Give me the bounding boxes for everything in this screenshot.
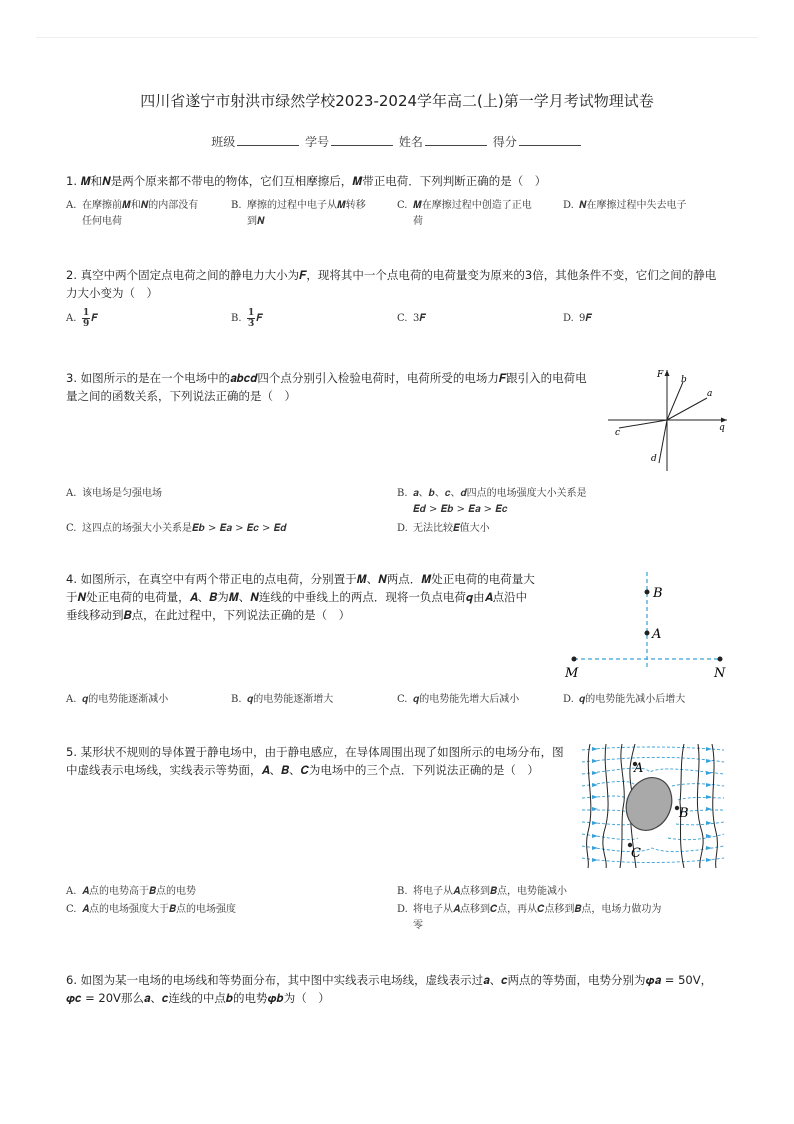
q3-option-b-text: 𝒂、𝒃、𝒄、𝒅四点的电场强度大小关系是 (413, 488, 587, 499)
label-c: c (615, 428, 621, 438)
student-info-line (0, 133, 794, 150)
q4-option-c-letter: C. (397, 694, 408, 705)
charge-M (572, 657, 577, 662)
q3-option-d-text: 无法比较𝑬值大小 (413, 523, 490, 534)
q2-option-d[interactable] (563, 311, 592, 327)
question-4-stem-line-3: 垂线移动到𝑩点，在此过程中，下列说法正确的是（ ） (66, 608, 351, 622)
q1-option-c-text: 𝑴在摩擦过程中创造了正电 (413, 200, 532, 211)
point-A (645, 631, 650, 636)
name-label: 姓名 (398, 135, 423, 149)
q5-option-a-letter: A. (66, 886, 77, 897)
label-A: A (652, 627, 662, 642)
q4-option-a-text: 𝒒的电势能逐渐减小 (82, 694, 169, 705)
q1-option-a-text: 在摩擦前𝑴和𝑵的内部没有 (82, 200, 199, 211)
q5-option-b-text: 将电子从𝑨点移到𝑩点，电势能减小 (413, 886, 568, 897)
q2-option-d-text: 9𝑭 (579, 313, 592, 324)
q5-conductor-field-figure (580, 742, 726, 870)
question-6-stem-line-2: 𝝋𝒄 = 20V那么𝒂、𝒄连线的中点𝒃的电势𝝋𝒃为（ ） (66, 991, 330, 1005)
q5-option-c-text: 𝑨点的电场强度大于𝑩点的电场强度 (82, 904, 237, 915)
question-4-stem-line-1: 4. 如图所示，在真空中有两个带正电的点电荷，分别置于𝑴、𝑵两点．𝑴处正电荷的电荷量大 (66, 572, 535, 586)
conductor-body (618, 771, 679, 838)
question-6-stem-line-1: 6. 如图为某一电场的电场线和等势面分布，其中图中实线表示电场线，虚线表示过𝒂、𝒄两点的等势面，电势分别为𝝋𝒂 = 50V， (66, 973, 713, 987)
fraction-numerator: 1 (83, 308, 90, 318)
q2-option-a-letter: A. (66, 313, 77, 324)
question-4-stem-line-2: 于𝑵处正电荷的电荷量，𝑨、𝑩为𝑴、𝑵连线的中垂线上的两点．现将一负点电荷𝒒由𝑨点沿中 (66, 590, 528, 604)
q4-option-b-text: 𝒒的电势能逐渐增大 (247, 694, 334, 705)
name-blank[interactable] (425, 135, 487, 146)
q1-option-c[interactable] (397, 198, 532, 230)
q3-option-a[interactable] (66, 486, 162, 502)
q1-option-b[interactable] (231, 198, 366, 230)
fraction-denominator: 3 (248, 319, 255, 329)
q5-option-d-letter: D. (397, 904, 408, 915)
q2-option-b-fraction (247, 308, 255, 329)
q1-option-a[interactable] (66, 198, 198, 230)
q3-force-charge-graph (605, 365, 735, 473)
q5-option-a[interactable] (66, 884, 196, 900)
q4-option-d-text: 𝒒的电势能先减小后增大 (579, 694, 686, 705)
question-2-stem-line-2: 力大小变为（ ） (66, 286, 158, 300)
line-d (659, 420, 667, 463)
q1-option-d[interactable] (563, 198, 687, 214)
q2-option-b[interactable] (231, 308, 263, 329)
q4-option-c-text: 𝒒的电势能先增大后减小 (413, 694, 520, 705)
q3-option-c-letter: C. (66, 523, 77, 534)
q3-option-a-letter: A. (66, 488, 77, 499)
fraction-denominator: 9 (83, 319, 90, 329)
q5-option-c[interactable] (66, 902, 236, 918)
label-d: d (651, 454, 657, 464)
F-axis-label: F (657, 370, 664, 380)
q4-option-d-letter: D. (563, 694, 574, 705)
q3-option-a-text: 该电场是匀强电场 (82, 488, 162, 499)
q3-option-c-text: 这四点的场强大小关系是𝑬𝒃 > 𝑬𝒂 > 𝑬𝒄 > 𝑬𝒅 (82, 523, 287, 534)
score-blank[interactable] (519, 135, 581, 146)
page-title: 四川省遂宁市射洪市绿然学校2023-2024学年高二(上)第一学月考试物理试卷 (140, 92, 654, 110)
label-A: A (634, 761, 644, 776)
label-a: a (707, 389, 713, 399)
q5-option-d[interactable] (397, 902, 661, 934)
q1-option-b-text: 摩擦的过程中电子从𝑴转移 (247, 200, 366, 211)
point-B (645, 590, 650, 595)
id-blank[interactable] (331, 135, 393, 146)
line-b (667, 382, 683, 420)
q2-option-b-F: 𝑭 (256, 313, 263, 324)
q2-option-c-letter: C. (397, 313, 408, 324)
question-5-stem-line-2: 中虚线表示电场线，实线表示等势面，𝑨、𝑩、𝑪为电场中的三个点．下列说法正确的是（ ） (66, 763, 539, 777)
q5-option-c-letter: C. (66, 904, 77, 915)
q3-option-b-text-2: 𝑬𝒅 > 𝑬𝒃 > 𝑬𝒂 > 𝑬𝒄 (413, 504, 508, 515)
q3-option-b[interactable] (397, 486, 587, 518)
question-1-stem: 1. 𝑴和𝑵是两个原来都不带电的物体，它们互相摩擦后，𝑴带正电荷．下列判断正确的是（ ） (66, 174, 547, 188)
line-c (619, 420, 667, 428)
q2-option-a[interactable] (66, 308, 98, 329)
q4-option-b-letter: B. (231, 694, 242, 705)
score-label: 得分 (492, 135, 517, 149)
question-5-stem-line-1: 5. 某形状不规则的导体置于静电场中，由于静电感应，在导体周围出现了如图所示的电场分布，图 (66, 745, 564, 759)
q1-option-b-text-2: 到𝑵 (247, 216, 265, 227)
q4-option-c[interactable] (397, 692, 519, 708)
q3-option-d-letter: D. (397, 523, 408, 534)
q3-option-c[interactable] (66, 521, 286, 537)
question-2-stem-line-1: 2. 真空中两个固定点电荷之间的静电力大小为𝑭，现将其中一个点电荷的电荷量变为原来的3倍，其他条件不变，它们之间的静电 (66, 268, 717, 282)
fraction-numerator: 1 (248, 308, 255, 318)
q4-charges-figure (562, 570, 734, 682)
q5-option-b[interactable] (397, 884, 567, 900)
q1-option-d-letter: D. (563, 200, 574, 211)
q1-option-a-letter: A. (66, 200, 77, 211)
q4-option-a-letter: A. (66, 694, 77, 705)
q2-option-a-fraction (82, 308, 90, 329)
q1-option-d-text: 𝑵在摩擦过程中失去电子 (579, 200, 687, 211)
q4-option-b[interactable] (231, 692, 333, 708)
q1-option-b-letter: B. (231, 200, 242, 211)
label-b: b (681, 375, 687, 385)
label-B: B (653, 586, 663, 601)
q2-option-d-letter: D. (563, 313, 574, 324)
q1-option-a-text-2: 任何电荷 (82, 216, 122, 227)
q2-option-c[interactable] (397, 311, 426, 327)
q1-option-c-letter: C. (397, 200, 408, 211)
q5-option-b-letter: B. (397, 886, 408, 897)
q2-option-b-letter: B. (231, 313, 242, 324)
charge-N (718, 657, 723, 662)
q-axis-arrow-icon (721, 418, 727, 423)
label-N: N (714, 666, 726, 681)
top-divider (36, 37, 758, 38)
id-label: 学号 (305, 135, 330, 149)
q4-option-d[interactable] (563, 692, 685, 708)
q5-option-d-text: 将电子从𝑨点移到𝑪点，再从𝑪点移到𝑩点，电场力做功为 (413, 904, 662, 915)
q1-option-c-text-2: 荷 (413, 216, 423, 227)
q-axis-label: q (719, 423, 725, 433)
question-3-stem-line-1: 3. 如图所示的是在一个电场中的𝒂𝒃𝒄𝒅四个点分别引入检验电荷时，电荷所受的电场力𝑭跟引入的电荷电 (66, 371, 587, 385)
F-axis-arrow-icon (665, 370, 670, 376)
label-M: M (565, 666, 579, 681)
q2-option-a-F: 𝑭 (91, 313, 98, 324)
class-label: 班级 (211, 135, 236, 149)
q3-option-b-letter: B. (397, 488, 408, 499)
q2-option-c-text: 3𝑭 (413, 313, 426, 324)
class-blank[interactable] (237, 135, 299, 146)
q4-option-a[interactable] (66, 692, 168, 708)
question-3-stem-line-2: 量之间的函数关系，下列说法正确的是（ ） (66, 389, 296, 403)
q3-option-d[interactable] (397, 521, 490, 537)
label-C: C (631, 846, 641, 861)
label-B: B (679, 806, 689, 821)
line-a (667, 398, 707, 420)
q5-option-a-text: 𝑨点的电势高于𝑩点的电势 (82, 886, 197, 897)
q5-option-d-text-2: 零 (413, 920, 423, 931)
